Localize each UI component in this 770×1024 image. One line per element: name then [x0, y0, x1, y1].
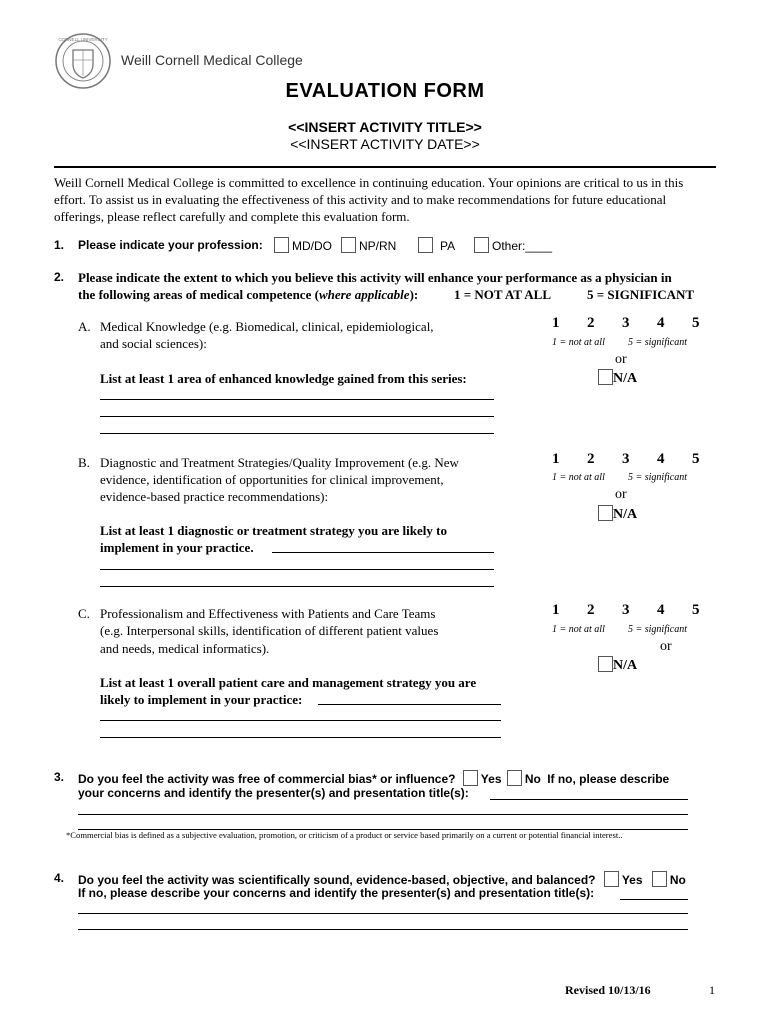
checkbox[interactable] — [598, 505, 613, 521]
q1-option-md[interactable]: MD/DO — [274, 237, 332, 253]
checkbox[interactable] — [598, 369, 613, 385]
q2a-legend-high: 5 = significant — [628, 337, 687, 348]
q1-option-other[interactable]: Other:____ — [474, 237, 552, 253]
q2a-prompt: List at least 1 area of enhanced knowledge gained from this series: — [100, 371, 467, 386]
checkbox[interactable] — [604, 871, 619, 887]
q2b-legend-low: 1 = not at all — [552, 472, 605, 483]
q2b-line3: evidence-based practice recommendations): — [100, 489, 329, 504]
q2c-prompt2: likely to implement in your practice: — [100, 692, 303, 707]
q2b-line1: Diagnostic and Treatment Strategies/Quality Improvement (e.g. New — [100, 455, 459, 470]
q3-answer-line[interactable] — [78, 814, 688, 815]
q2-line2: the following areas of medical competence (where applicable): — [78, 287, 419, 302]
svg-text:CORNELL UNIVERSITY: CORNELL UNIVERSITY — [58, 37, 108, 42]
q2b-answer-line[interactable] — [100, 569, 494, 570]
q2a-letter: A. — [78, 319, 91, 334]
q2b-legend-high: 5 = significant — [628, 472, 687, 483]
q3-footnote: *Commercial bias is defined as a subjective evaluation, promotion, or criticism of a product or service based primarily on a current or potential financial interest.. — [66, 830, 623, 840]
q4-yes-option[interactable]: Yes — [604, 873, 643, 887]
q2c-na-checkbox[interactable]: N/A — [598, 656, 637, 674]
checkbox[interactable] — [598, 656, 613, 672]
header-divider — [54, 166, 716, 168]
checkbox[interactable] — [274, 237, 289, 253]
q3-answer-line[interactable] — [490, 799, 688, 800]
q2a-answer-line[interactable] — [100, 416, 494, 417]
q2b-prompt1: List at least 1 diagnostic or treatment strategy you are likely to — [100, 523, 447, 538]
q2b-line2: evidence, identification of opportunities for clinical improvement, — [100, 472, 444, 487]
q4-answer-line[interactable] — [78, 913, 688, 914]
q2c-legend-low: 1 = not at all — [552, 624, 605, 635]
checkbox[interactable] — [507, 770, 522, 786]
q2c-letter: C. — [78, 606, 90, 621]
q2c-rating-scale[interactable]: 1 2 3 4 5 — [552, 602, 700, 618]
q4-line1: Do you feel the activity was scientifically sound, evidence-based, objective, and balanced? Yes No — [78, 873, 686, 887]
q2c-line3: and needs, medical informatics). — [100, 641, 270, 656]
q3-line2: your concerns and identify the presenter(s) and presentation title(s): — [78, 786, 469, 800]
q2c-or: or — [660, 639, 672, 654]
college-name: Weill Cornell Medical College — [121, 52, 303, 68]
q2a-line1: Medical Knowledge (e.g. Biomedical, clinical, epidemiological, — [100, 319, 434, 334]
q2-scale-low: 1 = NOT AT ALL — [454, 287, 551, 302]
checkbox[interactable] — [418, 237, 433, 253]
checkbox[interactable] — [341, 237, 356, 253]
q4-no-option[interactable]: No — [652, 873, 686, 887]
activity-date: <<INSERT ACTIVITY DATE>> — [290, 136, 480, 152]
q2c-legend-high: 5 = significant — [628, 624, 687, 635]
q2b-na-checkbox[interactable]: N/A — [598, 505, 637, 523]
page-title: EVALUATION FORM — [285, 80, 485, 102]
q4-line2: If no, please describe your concerns and identify the presenter(s) and presentation title(s): — [78, 886, 595, 900]
q1-option-pa[interactable]: PA — [418, 237, 455, 253]
page-number: 1 — [709, 983, 715, 997]
revised-date: Revised 10/13/16 — [565, 983, 651, 997]
q4-answer-line[interactable] — [620, 899, 688, 900]
q2c-line1: Professionalism and Effectiveness with Patients and Care Teams — [100, 606, 436, 621]
checkbox[interactable] — [652, 871, 667, 887]
q2c-prompt1: List at least 1 overall patient care and management strategy you are — [100, 675, 477, 690]
intro-paragraph: Weill Cornell Medical College is committed to excellence in continuing education. Your opinions are critical to us in this effort. To assist us in evaluating the effectiveness of this activity and to make recommendations for future educational offerings, please reflect carefully and complete this evaluation form. — [54, 175, 684, 224]
q2-line1: Please indicate the extent to which you believe this activity will enhance your performance as a physician in — [78, 270, 672, 285]
q2a-answer-line[interactable] — [100, 433, 494, 434]
q2a-rating-scale[interactable]: 1 2 3 4 5 — [552, 315, 700, 331]
q2c-answer-line[interactable] — [100, 720, 501, 721]
q2a-legend-low: 1 = not at all — [552, 337, 605, 348]
q2b-rating-scale[interactable]: 1 2 3 4 5 — [552, 451, 700, 467]
q4-answer-line[interactable] — [78, 929, 688, 930]
q2b-answer-line[interactable] — [100, 586, 494, 587]
q2b-letter: B. — [78, 455, 90, 470]
q2-number: 2. — [54, 270, 65, 284]
q4-number: 4. — [54, 871, 65, 885]
q2b-prompt2: implement in your practice. — [100, 540, 254, 555]
q2a-or: or — [615, 352, 627, 367]
q1-label: Please indicate your profession: — [78, 238, 263, 252]
q2a-line2: and social sciences): — [100, 336, 207, 351]
checkbox[interactable] — [474, 237, 489, 253]
q3-no-option[interactable]: No — [507, 772, 541, 786]
checkbox[interactable] — [463, 770, 478, 786]
q1-number: 1. — [54, 238, 65, 252]
q1-option-np[interactable]: NP/RN — [341, 237, 396, 253]
q2b-or: or — [615, 487, 627, 502]
q2-scale-high: 5 = SIGNIFICANT — [587, 287, 695, 302]
q2b-answer-line[interactable] — [272, 552, 494, 553]
q2c-line2: (e.g. Interpersonal skills, identification of different patient values — [100, 623, 439, 638]
q3-number: 3. — [54, 770, 65, 784]
q3-line1: Do you feel the activity was free of commercial bias* or influence? Yes No If no, please describe — [78, 772, 670, 786]
q2a-na-checkbox[interactable]: N/A — [598, 369, 637, 387]
q2c-answer-line[interactable] — [318, 704, 501, 705]
q2c-answer-line[interactable] — [100, 737, 501, 738]
q2a-answer-line[interactable] — [100, 399, 494, 400]
q3-yes-option[interactable]: Yes — [463, 772, 502, 786]
activity-title: <<INSERT ACTIVITY TITLE>> — [288, 119, 482, 135]
